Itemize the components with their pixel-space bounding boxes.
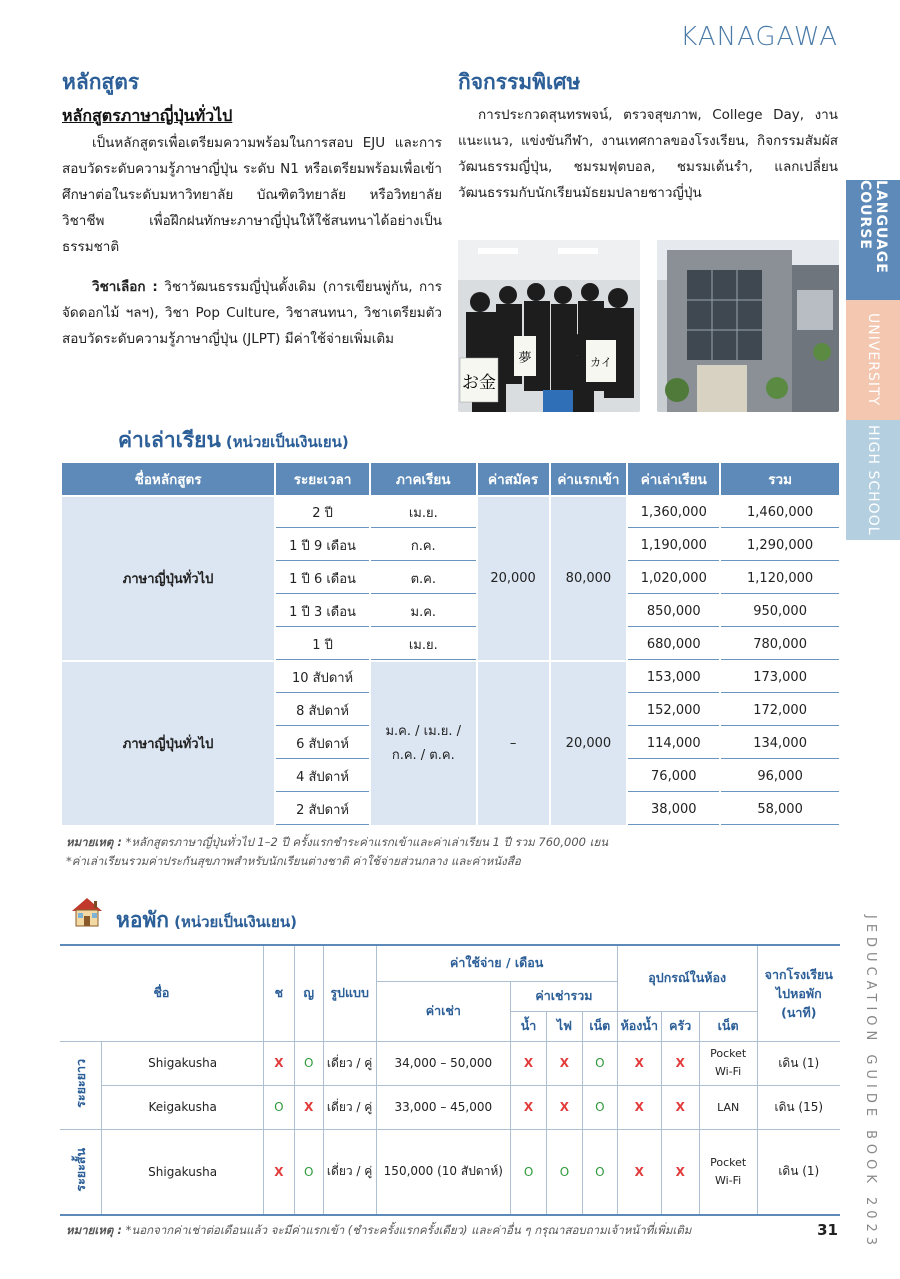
- term-cell: เม.ย.: [371, 629, 476, 660]
- group2-term: ม.ค. / เม.ย. / ก.ค. / ต.ค.: [371, 662, 476, 825]
- col-tuition: ค่าเล่าเรียน: [628, 463, 719, 495]
- activities-text: การประกวดสุนทรพจน์, ตรวจสุขภาพ, College Day, งานแนะแนว, แข่งขันกีฬา, งานเทศกาลของโรงเรียน, กิจกรรมสัมผัสวัฒนธรรมญี่ปุ่น, ชมรมฟุตบอล, ชมรมเต้นรำ, แลกเปลี่ยนวัฒนธรรมกับนักเรียนมัธยมปลายชาวญี่ปุ่น: [458, 107, 838, 201]
- tuition-table: [60, 461, 841, 827]
- dorm-col-bath: ห้องน้ำ: [617, 1011, 661, 1041]
- fees-note: [66, 833, 826, 871]
- dorm-col-electric: ไฟ: [546, 1011, 582, 1041]
- fees-heading: [118, 424, 349, 457]
- dorm-col-cost: ค่าใช้จ่าย / เดือน: [376, 945, 617, 981]
- tuition-cell: 38,000: [628, 794, 719, 825]
- elective-text: วิชาวัฒนธรรมญี่ปุ่นดั้งเดิม (การเขียนพู่กัน, การจัดดอกไม้ ฯลฯ), วิชา Pop Culture, วิชาสนทนา, วิชาเตรียมตัวสอบวัดระดับความรู้ภาษาญี่ปุ่น (JLPT) มีค่าใช้จ่ายเพิ่มเติม: [62, 279, 443, 347]
- duration-cell: 4 สัปดาห์: [276, 761, 369, 792]
- male-cell: X: [263, 1129, 294, 1215]
- group2-entrance: 20,000: [551, 662, 627, 825]
- house-icon: [70, 896, 104, 932]
- duration-cell: 10 สัปดาห์: [276, 662, 369, 693]
- col-entrance-fee: ค่าแรกเข้า: [551, 463, 627, 495]
- duration-cell: 2 สัปดาห์: [276, 794, 369, 825]
- course-description: เป็นหลักสูตรเพื่อเตรียมความพร้อมในการสอบ EJU และการสอบวัดระดับความรู้ภาษาญี่ปุ่น ระดับ N1 หรือเตรียมพร้อมเพื่อเข้าศึกษาต่อในระดับมหาวิทยาลัย บัณฑิตวิทยาลัย หรือวิทยาลัยวิชาชีพ เพื่อฝึกฝนทักษะภาษาญี่ปุ่นให้ใช้สนทนาได้อย่างเป็นธรรมชาติ: [62, 135, 442, 255]
- total-cell: 950,000: [721, 596, 839, 627]
- kitchen-cell: X: [661, 1041, 699, 1085]
- tuition-cell: 152,000: [628, 695, 719, 726]
- water-cell: X: [511, 1041, 547, 1085]
- fees-note-label: หมายเหตุ :: [66, 835, 122, 849]
- tuition-cell: 1,020,000: [628, 563, 719, 594]
- dorm-unit: (หน่วยเป็นเงินเยน): [174, 913, 297, 931]
- course-heading: หลักสูตร: [62, 70, 140, 94]
- elective-label: วิชาเลือก :: [92, 279, 158, 295]
- dorm-note-label: หมายเหตุ :: [66, 1223, 122, 1237]
- tuition-cell: 1,190,000: [628, 530, 719, 561]
- fees-title: ค่าเล่าเรียน: [118, 428, 221, 452]
- net-cell: O: [582, 1041, 617, 1085]
- distance-cell: เดิน (15): [757, 1085, 840, 1129]
- kitchen-cell: X: [661, 1129, 699, 1215]
- group1-application: 20,000: [478, 497, 549, 660]
- total-cell: 1,290,000: [721, 530, 839, 561]
- water-cell: X: [511, 1085, 547, 1129]
- tab-university[interactable]: [846, 300, 900, 420]
- water-cell: O: [511, 1129, 547, 1215]
- calligraphy-sheet-2: 夢: [518, 351, 532, 366]
- tab-high-school-label: HIGH SCHOOL: [865, 424, 881, 536]
- table-row: [62, 497, 839, 528]
- net-cell: O: [582, 1085, 617, 1129]
- dorm-table: [60, 944, 840, 1216]
- tuition-cell: 850,000: [628, 596, 719, 627]
- col-term: ภาคเรียน: [371, 463, 476, 495]
- term-cell: ก.ค.: [371, 530, 476, 561]
- table-row: [60, 1085, 840, 1129]
- students-photo: [458, 240, 640, 412]
- total-cell: 1,120,000: [721, 563, 839, 594]
- duration-cell: 8 สัปดาห์: [276, 695, 369, 726]
- tuition-header-row: [62, 463, 839, 495]
- dorm-note-text: *นอกจากค่าเช่าต่อเดือนแล้ว จะมีค่าแรกเข้า (ชำระครั้งแรกครั้งเดียว) และค่าอื่น ๆ กรุณาสอบถามเจ้าหน้าที่เพิ่มเติม: [125, 1223, 692, 1237]
- school-building-photo: [657, 240, 839, 412]
- col-duration: ระยะเวลา: [276, 463, 369, 495]
- dorm-col-male: ช: [263, 945, 294, 1041]
- rent-cell: 34,000 – 50,000: [376, 1041, 511, 1085]
- net-cell: O: [582, 1129, 617, 1215]
- group2-application: –: [478, 662, 549, 825]
- rent-cell: 150,000 (10 สัปดาห์): [376, 1129, 511, 1215]
- table-row: [60, 1129, 840, 1215]
- group1-name: ภาษาญี่ปุ่นทั่วไป: [62, 497, 274, 660]
- dorm-col-female: ญ: [294, 945, 323, 1041]
- calligraphy-sheet-3: カイ: [590, 356, 612, 369]
- fees-note-2: *ค่าเล่าเรียนรวมค่าประกันสุขภาพสำหรับนักเรียนต่างชาติ ค่าใช้จ่ายส่วนกลาง และค่าหนังสือ: [66, 854, 521, 868]
- group2-name: ภาษาญี่ปุ่นทั่วไป: [62, 662, 274, 825]
- term-cell: ต.ค.: [371, 563, 476, 594]
- tab-language-course[interactable]: [846, 180, 900, 300]
- term-cell: เม.ย.: [371, 497, 476, 528]
- electric-cell: X: [546, 1041, 582, 1085]
- type-cell: เดี่ยว / คู่: [323, 1085, 376, 1129]
- female-cell: O: [294, 1041, 323, 1085]
- tuition-cell: 76,000: [628, 761, 719, 792]
- net2-cell: LAN: [699, 1085, 757, 1129]
- course-electives: [62, 274, 442, 352]
- group1-entrance: 80,000: [551, 497, 627, 660]
- total-cell: 1,460,000: [721, 497, 839, 528]
- kitchen-cell: X: [661, 1085, 699, 1129]
- fees-note-1: *หลักสูตรภาษาญี่ปุ่นทั่วไป 1–2 ปี ครั้งแรกชำระค่าแรกเข้าและค่าเล่าเรียน 1 ปี รวม 760,000 เยน: [125, 835, 609, 849]
- tuition-cell: 1,360,000: [628, 497, 719, 528]
- dorm-col-type: รูปแบบ: [323, 945, 376, 1041]
- fees-unit: (หน่วยเป็นเงินเยน): [225, 433, 349, 451]
- duration-cell: 1 ปี 3 เดือน: [276, 596, 369, 627]
- table-row: [62, 662, 839, 693]
- type-cell: เดี่ยว / คู่: [323, 1129, 376, 1215]
- duration-cell: 1 ปี 6 เดือน: [276, 563, 369, 594]
- bath-cell: X: [617, 1129, 661, 1215]
- dorm-col-distance: จากโรงเรียนไปหอพัก (นาที): [757, 945, 840, 1041]
- net2-cell: Pocket Wi-Fi: [699, 1129, 757, 1215]
- distance-cell: เดิน (1): [757, 1129, 840, 1215]
- col-total: รวม: [721, 463, 839, 495]
- duration-cell: 2 ปี: [276, 497, 369, 528]
- dorm-name-cell: Shigakusha: [102, 1041, 264, 1085]
- total-cell: 58,000: [721, 794, 839, 825]
- col-application-fee: ค่าสมัคร: [478, 463, 549, 495]
- type-cell: เดี่ยว / คู่: [323, 1041, 376, 1085]
- region-title: KANAGAWA: [680, 22, 838, 52]
- duration-cell: 1 ปี 9 เดือน: [276, 530, 369, 561]
- term-cell: ม.ค.: [371, 596, 476, 627]
- dorm-col-net2: เน็ต: [699, 1011, 757, 1041]
- bath-cell: X: [617, 1041, 661, 1085]
- dorm-col-net: เน็ต: [582, 1011, 617, 1041]
- tab-high-school[interactable]: [846, 420, 900, 540]
- dorm-col-equipment: อุปกรณ์ในห้อง: [617, 945, 757, 1011]
- male-cell: O: [263, 1085, 294, 1129]
- dorm-heading: [116, 904, 297, 937]
- tab-university-label: UNIVERSITY: [865, 313, 881, 407]
- period-long: ระยะยาว: [72, 1059, 88, 1108]
- total-cell: 173,000: [721, 662, 839, 693]
- period-short-cell: [60, 1129, 102, 1215]
- dorm-note: [66, 1221, 786, 1240]
- dorm-col-water: น้ำ: [511, 1011, 547, 1041]
- rent-cell: 33,000 – 45,000: [376, 1085, 511, 1129]
- activities-heading: กิจกรรมพิเศษ: [458, 70, 581, 94]
- net2-cell: Pocket Wi-Fi: [699, 1041, 757, 1085]
- course-subheading: หลักสูตรภาษาญี่ปุ่นทั่วไป: [62, 106, 233, 125]
- duration-cell: 6 สัปดาห์: [276, 728, 369, 759]
- dorm-header-row-1: [60, 945, 840, 981]
- dorm-title: หอพัก: [116, 908, 170, 932]
- female-cell: O: [294, 1129, 323, 1215]
- tab-language-course-label: LANGUAGE COURSE: [857, 180, 889, 274]
- guidebook-label: JEDUCATION GUIDE BOOK 2023: [863, 915, 878, 1251]
- dorm-col-name: ชื่อ: [60, 945, 263, 1041]
- col-course-name: ชื่อหลักสูตร: [62, 463, 274, 495]
- bath-cell: X: [617, 1085, 661, 1129]
- period-short: ระยะสั้น: [72, 1148, 88, 1193]
- dorm-name-cell: Keigakusha: [102, 1085, 264, 1129]
- page-number: 31: [817, 1221, 838, 1239]
- total-cell: 172,000: [721, 695, 839, 726]
- period-long-cell: [60, 1041, 102, 1129]
- total-cell: 134,000: [721, 728, 839, 759]
- calligraphy-sheet-1: お金: [462, 373, 496, 393]
- total-cell: 96,000: [721, 761, 839, 792]
- table-row: [60, 1041, 840, 1085]
- tuition-cell: 680,000: [628, 629, 719, 660]
- tuition-cell: 153,000: [628, 662, 719, 693]
- dorm-col-kitchen: ครัว: [661, 1011, 699, 1041]
- tuition-cell: 114,000: [628, 728, 719, 759]
- distance-cell: เดิน (1): [757, 1041, 840, 1085]
- dorm-col-rent: ค่าเช่า: [376, 981, 511, 1041]
- dorm-name-cell: Shigakusha: [102, 1129, 264, 1215]
- male-cell: X: [263, 1041, 294, 1085]
- dorm-col-included: ค่าเช่ารวม: [511, 981, 618, 1011]
- total-cell: 780,000: [721, 629, 839, 660]
- electric-cell: O: [546, 1129, 582, 1215]
- duration-cell: 1 ปี: [276, 629, 369, 660]
- electric-cell: X: [546, 1085, 582, 1129]
- female-cell: X: [294, 1085, 323, 1129]
